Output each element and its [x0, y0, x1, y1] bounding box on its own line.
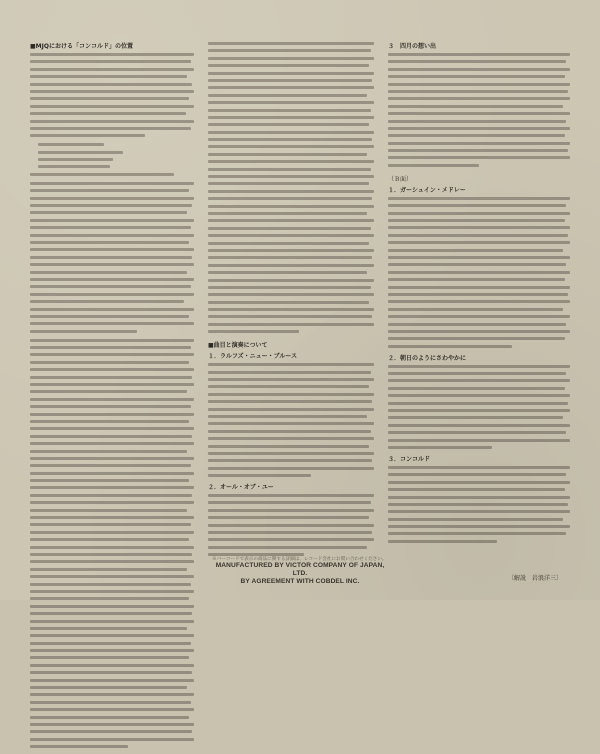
text-line — [30, 182, 194, 185]
text-line — [30, 523, 191, 526]
paragraph — [388, 365, 570, 449]
text-line — [30, 346, 191, 349]
text-line — [208, 301, 369, 304]
text-line — [30, 450, 187, 453]
text-line — [208, 531, 372, 534]
text-line — [208, 109, 371, 112]
text-line — [30, 494, 192, 497]
text-line — [30, 627, 187, 630]
text-line — [388, 315, 570, 318]
text-line — [208, 452, 374, 455]
text-line — [208, 190, 374, 193]
text-line — [388, 149, 568, 152]
text-line — [388, 164, 479, 167]
text-line — [30, 671, 192, 674]
text-line — [208, 131, 374, 134]
text-line — [388, 68, 570, 71]
text-line — [208, 57, 374, 60]
text-line — [30, 315, 189, 318]
text-line — [208, 212, 367, 215]
text-line — [208, 168, 371, 171]
text-line — [388, 142, 570, 145]
text-line — [388, 439, 570, 442]
text-line — [388, 431, 566, 434]
text-line — [30, 501, 194, 504]
text-line — [388, 278, 565, 281]
text-line — [388, 134, 565, 137]
text-line — [208, 474, 311, 477]
text-line — [388, 226, 570, 229]
text-line — [388, 466, 570, 469]
text-line — [30, 553, 192, 556]
text-line — [388, 293, 568, 296]
text-line — [30, 516, 194, 519]
text-line — [30, 701, 191, 704]
column-1 — [30, 42, 194, 754]
text-line — [208, 524, 374, 527]
column-3 — [388, 42, 570, 549]
text-line — [30, 730, 192, 733]
text-line — [30, 634, 194, 637]
text-line — [208, 494, 374, 497]
text-line — [388, 503, 568, 506]
text-line — [388, 345, 512, 348]
text-line — [208, 415, 367, 418]
text-line — [30, 97, 189, 100]
text-line — [208, 400, 372, 403]
paragraph — [388, 197, 570, 348]
text-line — [208, 182, 369, 185]
text-line — [208, 293, 374, 296]
text-line — [388, 308, 563, 311]
text-line — [30, 568, 187, 571]
text-line — [30, 134, 145, 137]
text-line — [208, 49, 371, 52]
paragraph — [208, 42, 374, 333]
text-line — [388, 525, 570, 528]
text-line — [388, 387, 565, 390]
text-line — [388, 473, 566, 476]
text-line — [208, 538, 374, 541]
text-line — [30, 219, 194, 222]
text-line — [38, 143, 104, 146]
text-line — [30, 308, 194, 311]
text-line — [388, 60, 566, 63]
text-line — [388, 249, 563, 252]
text-line — [30, 708, 194, 711]
text-line — [30, 293, 194, 296]
text-line — [388, 323, 566, 326]
text-line — [30, 390, 187, 393]
text-line — [38, 158, 113, 161]
text-line — [208, 286, 371, 289]
text-line — [30, 546, 194, 549]
text-line — [388, 488, 565, 491]
text-line — [388, 402, 568, 405]
text-line — [30, 173, 174, 176]
text-line — [30, 745, 128, 748]
text-line — [30, 686, 187, 689]
text-line — [30, 197, 194, 200]
text-line — [30, 605, 194, 608]
text-line — [388, 481, 570, 484]
text-line — [30, 60, 191, 63]
text-line — [208, 175, 374, 178]
text-line — [30, 300, 184, 303]
text-line — [30, 248, 194, 251]
text-line — [388, 234, 568, 237]
text-line — [30, 383, 194, 386]
text-line — [30, 68, 194, 71]
text-line — [30, 590, 194, 593]
text-line — [388, 540, 497, 543]
text-line — [30, 83, 192, 86]
text-line — [388, 204, 566, 207]
text-line — [30, 656, 189, 659]
text-line — [388, 518, 563, 521]
text-line — [30, 509, 187, 512]
credits-note: ※バーコードで表示の商品に関する詳細は、レコード会社にお問い合わせください。 — [212, 556, 387, 561]
text-line — [208, 42, 374, 45]
text-line — [388, 120, 566, 123]
text-line — [30, 256, 192, 259]
text-line — [388, 263, 566, 266]
text-line — [208, 378, 374, 381]
text-line — [208, 116, 374, 119]
text-line — [208, 437, 374, 440]
text-line — [208, 459, 372, 462]
paragraph — [388, 466, 570, 543]
text-line — [388, 156, 570, 159]
text-line — [388, 337, 565, 340]
text-line — [30, 575, 194, 578]
text-line — [208, 197, 372, 200]
text-line — [208, 422, 374, 425]
text-line — [208, 516, 369, 519]
text-line — [388, 496, 570, 499]
text-line — [30, 120, 194, 123]
text-line — [208, 138, 372, 141]
text-line — [388, 365, 570, 368]
text-line — [388, 112, 570, 115]
text-line — [30, 263, 194, 266]
text-line — [30, 105, 194, 108]
section-heading-position: ■MJQにおける「コンコルド」の位置 — [30, 43, 133, 50]
text-line — [208, 430, 371, 433]
text-line — [388, 105, 563, 108]
text-line — [30, 642, 191, 645]
text-line — [208, 385, 369, 388]
text-line — [208, 546, 367, 549]
text-line — [388, 197, 570, 200]
text-line — [208, 256, 372, 259]
text-line — [38, 151, 123, 154]
text-line — [30, 189, 189, 192]
text-line — [388, 219, 565, 222]
text-line — [30, 75, 187, 78]
text-line — [388, 372, 566, 375]
text-line — [30, 226, 191, 229]
text-line — [30, 285, 191, 288]
text-line — [388, 271, 570, 274]
track-title: ３．コンコルド — [388, 455, 431, 463]
text-line — [30, 435, 192, 438]
text-line — [208, 323, 374, 326]
text-line — [38, 165, 110, 168]
credits-block — [212, 555, 388, 586]
text-line — [208, 101, 374, 104]
text-line — [388, 409, 570, 412]
text-line — [30, 361, 189, 364]
text-line — [208, 271, 367, 274]
text-line — [30, 271, 187, 274]
text-line — [388, 90, 568, 93]
text-line — [208, 279, 374, 282]
text-line — [388, 379, 570, 382]
text-line — [208, 501, 371, 504]
paragraph — [388, 53, 570, 167]
text-line — [208, 408, 374, 411]
text-line — [30, 723, 194, 726]
text-line — [388, 241, 570, 244]
text-line — [30, 368, 194, 371]
text-line — [30, 353, 194, 356]
text-line — [208, 242, 369, 245]
text-line — [30, 330, 137, 333]
text-line — [30, 664, 194, 667]
text-line — [30, 464, 191, 467]
track-title: １．ラルフズ・ニュー・ブルース — [208, 353, 298, 361]
section-heading-tracks: ■曲目と演奏について — [208, 342, 268, 350]
text-line — [208, 153, 367, 156]
text-line — [30, 398, 194, 401]
author-signature: 〔解説 岩浪洋三〕 — [508, 575, 563, 582]
text-line — [388, 75, 565, 78]
agreement-line: BY AGREEMENT WITH COBDEL INC. — [240, 578, 360, 585]
text-line — [388, 330, 570, 333]
text-line — [388, 416, 563, 419]
text-line — [30, 583, 191, 586]
text-line — [388, 510, 570, 513]
text-line — [30, 560, 194, 563]
text-line — [208, 123, 369, 126]
text-line — [208, 64, 369, 67]
text-line — [30, 679, 194, 682]
text-line — [208, 94, 367, 97]
paragraph — [30, 182, 194, 333]
text-line — [30, 211, 187, 214]
text-line — [388, 394, 570, 397]
text-line — [208, 145, 374, 148]
text-line — [208, 72, 374, 75]
text-line — [388, 256, 570, 259]
text-line — [208, 363, 374, 366]
track-title: ３ 四月の想い出 — [388, 43, 437, 50]
member-list — [30, 143, 194, 176]
text-line — [388, 127, 570, 130]
text-line — [30, 738, 194, 741]
text-line — [208, 79, 372, 82]
text-line — [208, 86, 374, 89]
text-line — [208, 371, 371, 374]
paragraph — [30, 53, 194, 137]
text-line — [30, 427, 194, 430]
text-line — [208, 445, 369, 448]
text-line — [30, 716, 189, 719]
text-line — [208, 393, 374, 396]
text-line — [30, 339, 194, 342]
text-line — [208, 264, 374, 267]
text-line — [30, 405, 191, 408]
side-label: （Ｂ面） — [388, 175, 413, 183]
text-line — [30, 538, 189, 541]
text-line — [388, 286, 570, 289]
text-line — [388, 83, 570, 86]
text-line — [30, 442, 194, 445]
text-line — [30, 204, 192, 207]
text-line — [388, 532, 566, 535]
track-title: ２．オール・オブ・ユー — [208, 484, 274, 492]
text-line — [30, 486, 194, 489]
paragraph — [208, 363, 374, 477]
manufacturer-line: MANUFACTURED BY VICTOR COMPANY OF JAPAN, LTD. — [215, 562, 385, 577]
paragraph — [30, 339, 194, 748]
text-line — [388, 446, 492, 449]
column-2 — [208, 42, 374, 562]
text-line — [30, 322, 194, 325]
text-line — [30, 241, 189, 244]
text-line — [208, 227, 371, 230]
text-line — [388, 300, 570, 303]
text-line — [208, 308, 374, 311]
text-line — [208, 234, 374, 237]
text-line — [30, 693, 194, 696]
text-line — [30, 127, 191, 130]
text-line — [388, 97, 570, 100]
text-line — [30, 278, 194, 281]
text-line — [30, 531, 194, 534]
text-line — [208, 205, 374, 208]
text-line — [30, 649, 194, 652]
text-line — [388, 53, 570, 56]
text-line — [208, 249, 374, 252]
text-line — [208, 315, 372, 318]
text-line — [30, 457, 194, 460]
track-title: １．ガーシュイン・メドレー — [388, 186, 466, 194]
text-line — [208, 509, 374, 512]
text-line — [208, 330, 299, 333]
text-line — [30, 413, 194, 416]
track-title: ２．朝日のようにさわやかに — [388, 354, 467, 362]
text-line — [30, 420, 189, 423]
text-line — [30, 620, 194, 623]
text-line — [30, 112, 186, 115]
text-line — [30, 376, 192, 379]
text-line — [208, 467, 374, 470]
text-line — [30, 472, 194, 475]
text-line — [30, 479, 189, 482]
text-line — [30, 53, 194, 56]
text-line — [30, 234, 194, 237]
text-line — [208, 160, 374, 163]
text-line — [388, 424, 570, 427]
text-line — [388, 212, 570, 215]
text-line — [30, 612, 192, 615]
paragraph — [208, 494, 374, 556]
text-line — [208, 219, 374, 222]
text-line — [30, 90, 194, 93]
